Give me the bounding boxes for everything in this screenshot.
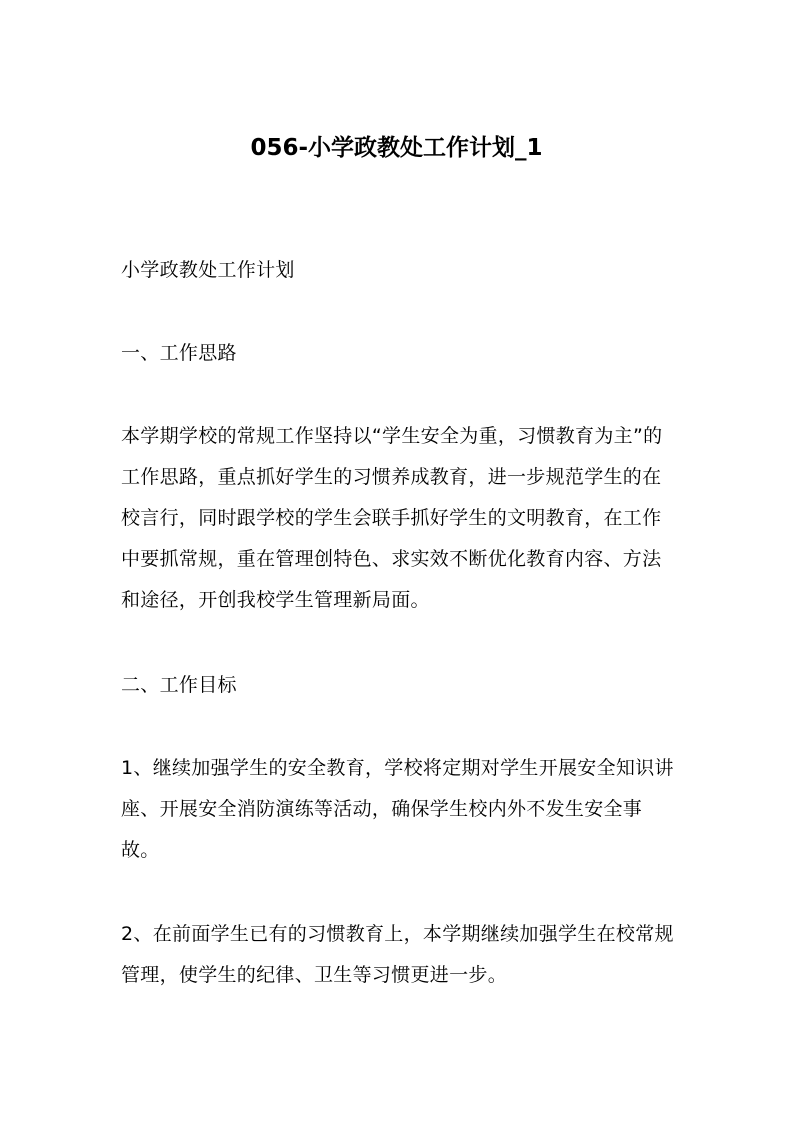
work-goal-item-2: 2、在前面学生已有的习惯教育上，本学期继续加强学生在校常规管理，使学生的纪律、卫生等习惯更进一步。: [121, 923, 674, 986]
section-heading-work-ideas: 一、工作思路: [121, 342, 237, 364]
work-ideas-paragraph: 本学期学校的常规工作坚持以“学生安全为重，习惯教育为主”的工作思路，重点抓好学生的习惯养成教育，进一步规范学生的在校言行，同时跟学校的学生会联手抓好学生的文明教育，在工作中要抓常规，重在管理创特色、求实效不断优化教育内容、方法和途径，开创我校学生管理新局面。: [121, 425, 663, 611]
section-heading-work-goals: 二、工作目标: [121, 674, 237, 696]
document-subtitle: 小学政教处工作计划: [121, 259, 295, 281]
document-title: 056-小学政教处工作计划_1: [250, 135, 543, 161]
work-goal-item-1: 1、继续加强学生的安全教育，学校将定期对学生开展安全知识讲座、开展安全消防演练等活动，确保学生校内外不发生安全事故。: [121, 757, 674, 861]
